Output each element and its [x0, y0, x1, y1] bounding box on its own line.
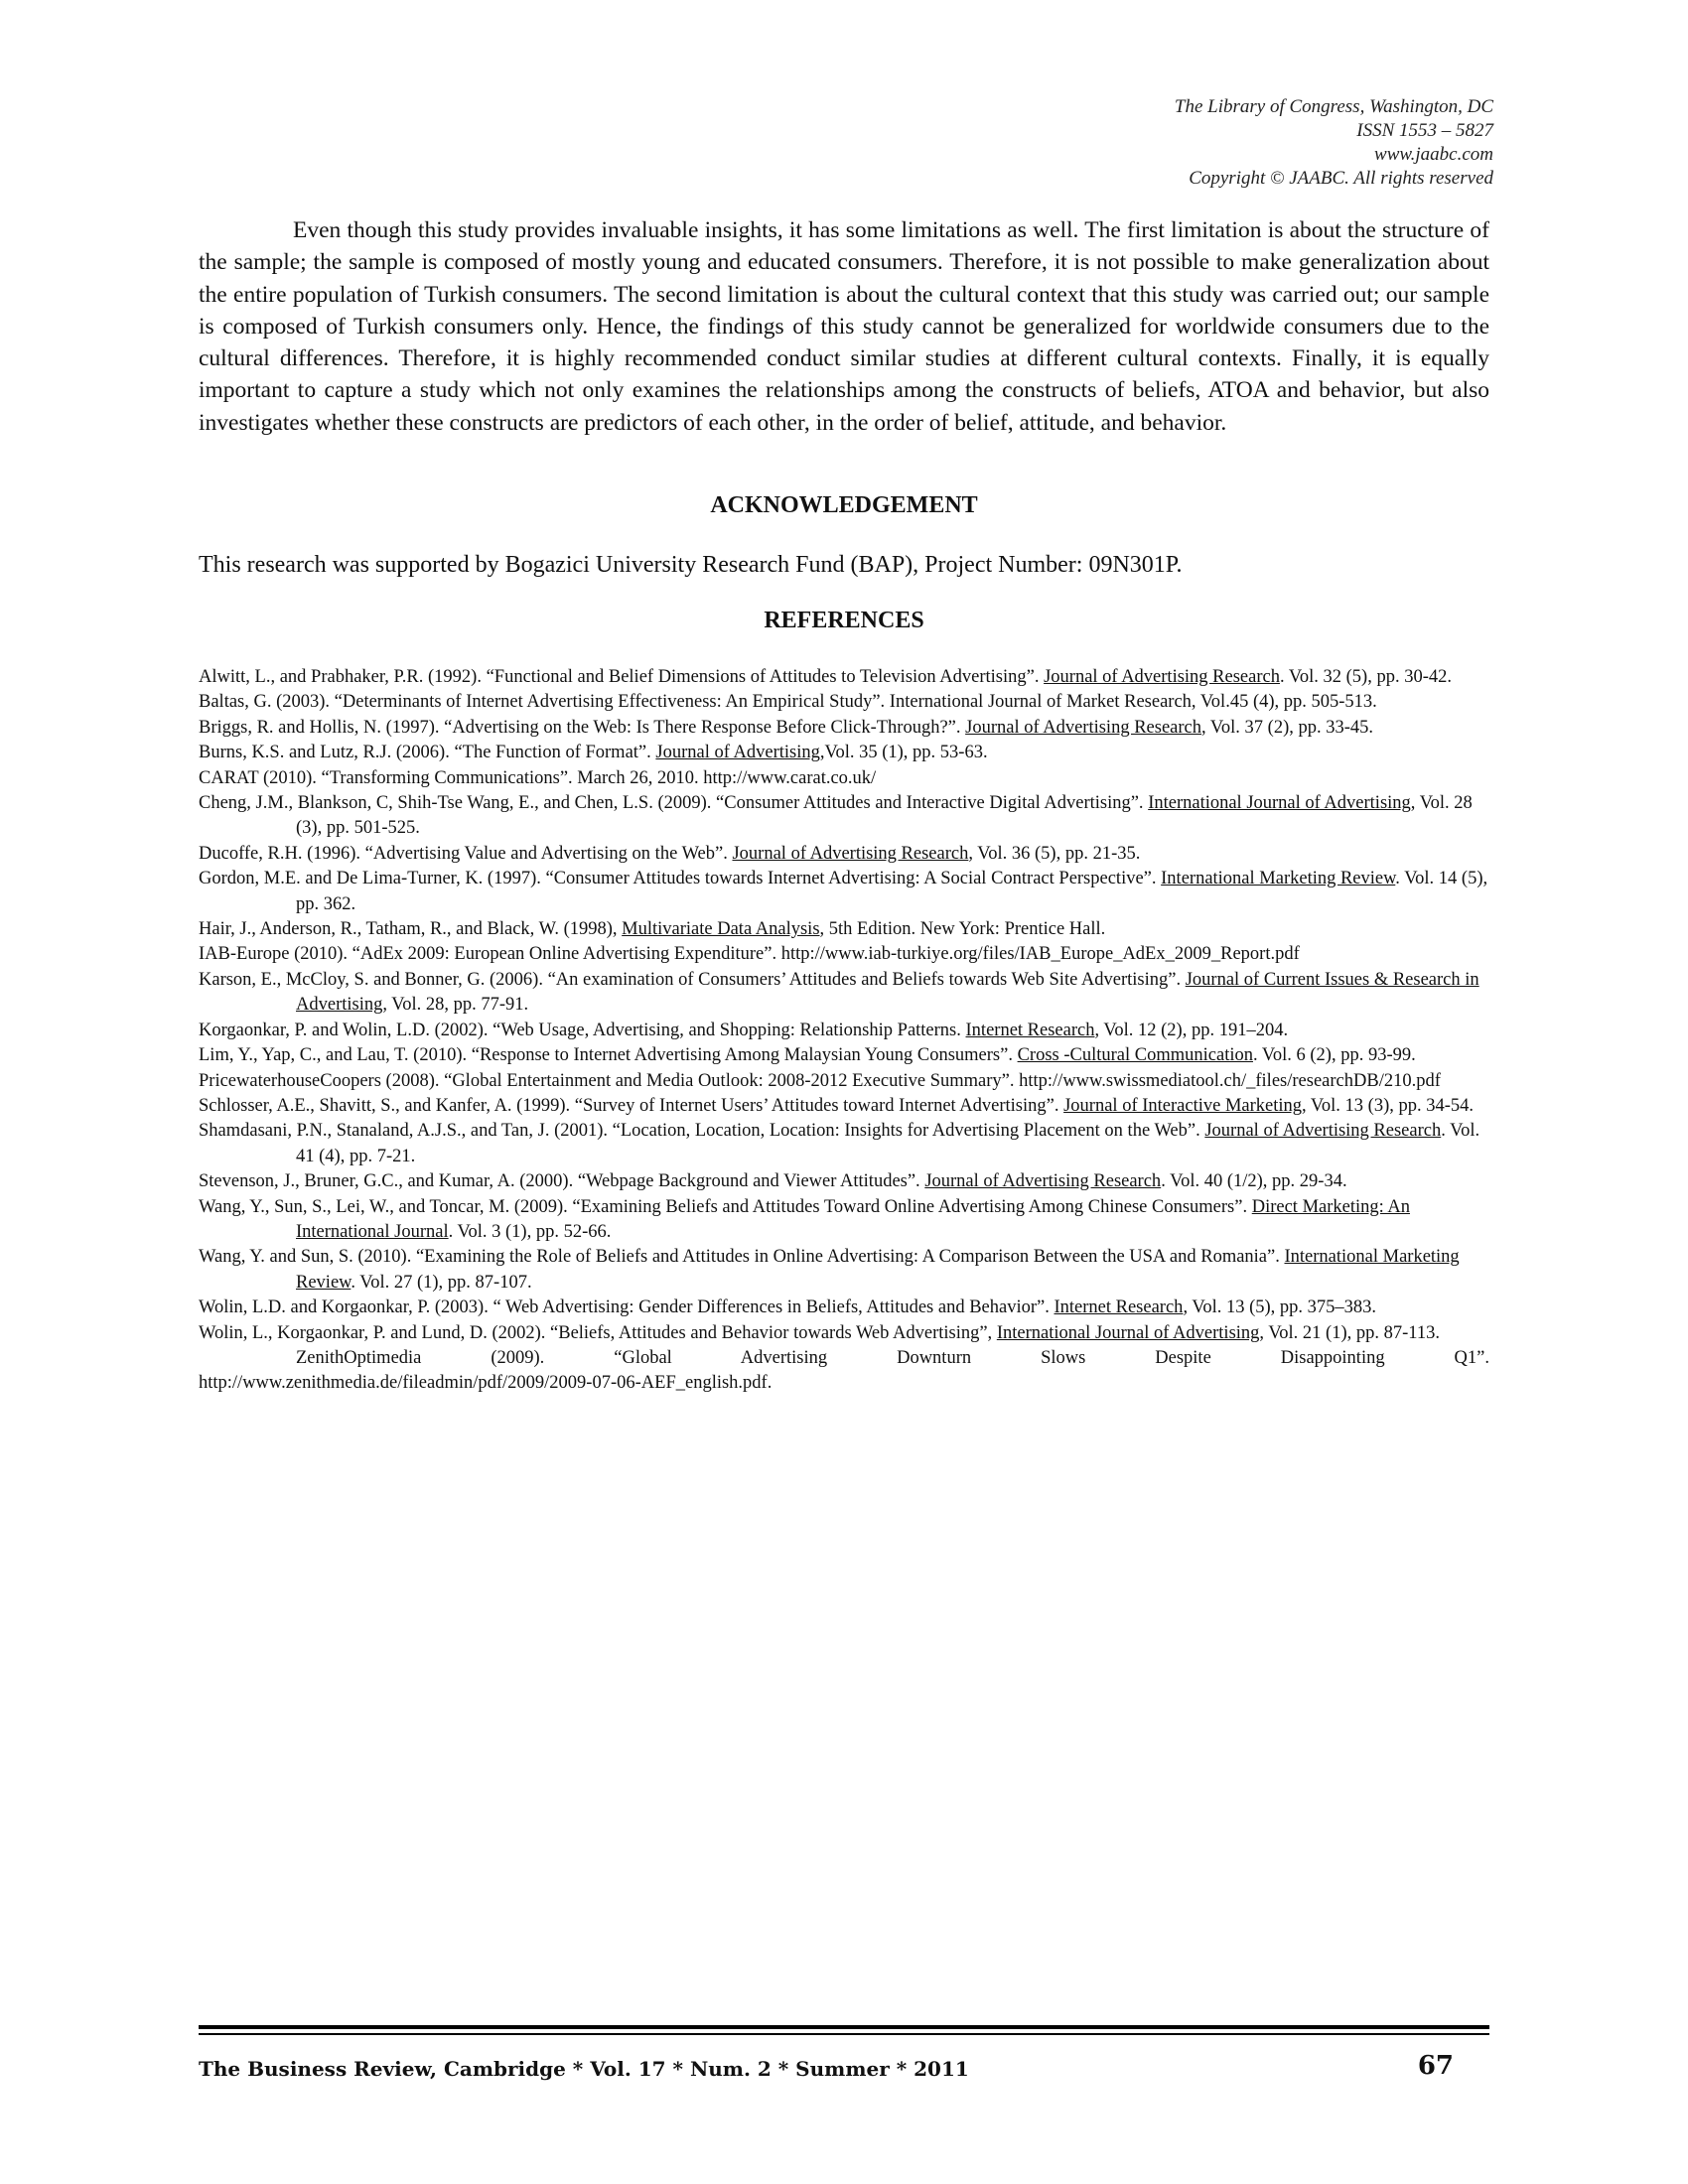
reference-text: Hair, J., Anderson, R., Tatham, R., and Black, W. (1998),: [199, 919, 623, 940]
reference-text: . Vol. 6 (2), pp. 93-99.: [1252, 1045, 1416, 1066]
reference-text: , Vol. 21 (1), pp. 87-113.: [1259, 1322, 1440, 1343]
reference-source-title: Internet Research: [965, 1020, 1095, 1040]
reference-text: . Vol. 3 (1), pp. 52-66.: [448, 1221, 612, 1242]
reference-text: , 5th Edition. New York: Prentice Hall.: [819, 919, 1106, 940]
reference-text: , Vol. 28, pp. 77-91.: [382, 995, 529, 1016]
reference-text: IAB-Europe (2010). “AdEx 2009: European Online Advertising Expenditure”. http://www.iab-turkiye.org/files/IAB_Europe_AdEx_2009_Report.pdf: [199, 944, 1300, 965]
acknowledgement-heading: ACKNOWLEDGEMENT: [710, 492, 978, 518]
reference-text: , Vol. 13 (3), pp. 34-54.: [1302, 1095, 1475, 1116]
reference-item: [199, 716, 1489, 741]
reference-source-title: Journal of Advertising Research: [732, 843, 969, 864]
reference-text: Gordon, M.E. and De Lima-Turner, K. (1997). “Consumer Attitudes towards Internet Advertising: A Social Contract Perspective”.: [199, 869, 1162, 889]
reference-text: Wolin, L., Korgaonkar, P. and Lund, D. (2002). “Beliefs, Attitudes and Behavior towards Web Advertising”,: [199, 1322, 997, 1343]
reference-text: Schlosser, A.E., Shavitt, S., and Kanfer, A. (1999). “Survey of Internet Users’ Attitudes toward Internet Advertising”.: [199, 1095, 1064, 1116]
reference-text: Ducoffe, R.H. (1996). “Advertising Value and Advertising on the Web”.: [199, 843, 733, 864]
reference-source-title: Journal of Advertising: [655, 743, 820, 763]
reference-source-title: Journal of Advertising Research: [965, 717, 1201, 738]
header-issn: ISSN 1553 – 5827: [1356, 120, 1493, 141]
reference-text: . Vol. 27 (1), pp. 87-107.: [351, 1272, 532, 1293]
reference-source-title: Internet Research: [1054, 1297, 1184, 1318]
reference-item: [199, 690, 1489, 715]
footer-journal-title: The Business Review, Cambridge * Vol. 17 * Num. 2 * Summer * 2011: [199, 2057, 969, 2081]
reference-item-zenith-url: http://www.zenithmedia.de/fileadmin/pdf/2009/2009-07-06-AEF_english.pdf.: [199, 1373, 773, 1394]
reference-item: [199, 1169, 1489, 1194]
reference-item: [199, 1069, 1489, 1094]
limitations-paragraph: Even though this study provides invaluable insights, it has some limitations as well. The first limitation is about the structure of the sample; the sample is composed of mostly young and educated consumers. Therefore, it is not possible to make generalization about the entire population of Turkish consumers. The second limitation is about the cultural context that this study was carried out; our sample is composed of Turkish consumers only. Hence, the findings of this study cannot be generalized for worldwide consumers due to the cultural differences. Therefore, it is highly recommended conduct similar studies at different cultural contexts. Finally, it is equally important to capture a study which not only examines the relationships among the constructs of beliefs, ATOA and behavior, but also investigates whether these constructs are predictors of each other, in the order of belief, attitude, and behavior.: [199, 217, 1489, 436]
reference-source-title: Multivariate Data Analysis: [622, 919, 820, 940]
reference-text: Briggs, R. and Hollis, N. (1997). “Advertising on the Web: Is There Response Before Click-Through?”.: [199, 717, 966, 738]
reference-item: [199, 1195, 1489, 1246]
reference-text: PricewaterhouseCoopers (2008). “Global Entertainment and Media Outlook: 2008-2012 Executive Summary”. http://www.swissmediatool.ch/_files/researchDB/210.pdf: [199, 1070, 1441, 1091]
reference-list: [199, 665, 1489, 1397]
header-copyright: Copyright © JAABC. All rights reserved: [1189, 168, 1493, 189]
reference-text: , Vol. 12 (2), pp. 191–204.: [1094, 1020, 1289, 1040]
page-number: 67: [1417, 2051, 1454, 2081]
running-header: [798, 95, 1493, 191]
reference-item: [199, 665, 1489, 690]
reference-text: Korgaonkar, P. and Wolin, L.D. (2002). “Web Usage, Advertising, and Shopping: Relationship Patterns.: [199, 1020, 966, 1040]
reference-item: [199, 791, 1489, 842]
reference-item: [199, 917, 1489, 942]
reference-source-title: Journal of Advertising Research: [1044, 667, 1280, 687]
footer-rule-thin: [199, 2033, 1489, 2035]
reference-text: Wolin, L.D. and Korgaonkar, P. (2003). “ Web Advertising: Gender Differences in Beliefs, Attitudes and Behavior”.: [199, 1297, 1055, 1318]
reference-text: Cheng, J.M., Blankson, C, Shih-Tse Wang, E., and Chen, L.S. (2009). “Consumer Attitudes and Interactive Digital Advertising”.: [199, 793, 1149, 814]
reference-text: , Vol. 36 (5), pp. 21-35.: [968, 843, 1141, 864]
reference-source-title: International Journal of Advertising: [1148, 793, 1411, 814]
reference-text: CARAT (2010). “Transforming Communications”. March 26, 2010. http://www.carat.co.uk/: [199, 767, 877, 788]
footer-rule-thick: [199, 2025, 1489, 2029]
reference-text: . Vol. 40 (1/2), pp. 29-34.: [1161, 1171, 1347, 1192]
reference-item-zenith-line1: ZenithOptimedia (2009). “Global Advertising Downturn Slows Despite Disappointing Q1”.: [296, 1347, 1489, 1368]
reference-item: [199, 1019, 1489, 1043]
reference-text: Baltas, G. (2003). “Determinants of Internet Advertising Effectiveness: An Empirical Study”. International Journal of Market Research, Vol.45 (4), pp. 505-513.: [199, 692, 1377, 713]
reference-text: . Vol. 14 (5), pp. 362.: [296, 869, 1488, 914]
header-website: www.jaabc.com: [1374, 144, 1493, 165]
references-heading: REFERENCES: [764, 608, 924, 633]
reference-item: [199, 1321, 1489, 1346]
reference-source-title: Cross -Cultural Communication: [1017, 1045, 1253, 1066]
reference-text: Alwitt, L., and Prabhaker, P.R. (1992). “Functional and Belief Dimensions of Attitudes to Television Advertising”.: [199, 667, 1045, 687]
reference-source-title: Direct Marketing: An International Journal: [296, 1196, 1410, 1242]
acknowledgement-text: This research was supported by Bogazici University Research Fund (BAP), Project Number: 09N301P.: [199, 552, 1183, 578]
reference-source-title: Journal of Interactive Marketing: [1063, 1095, 1303, 1116]
header-library: The Library of Congress, Washington, DC: [1174, 96, 1493, 117]
reference-text: Stevenson, J., Bruner, G.C., and Kumar, A. (2000). “Webpage Background and Viewer Attitudes”.: [199, 1171, 925, 1192]
reference-item: [199, 968, 1489, 1019]
reference-source-title: Journal of Current Issues & Research in Advertising: [296, 969, 1479, 1016]
reference-item: [199, 741, 1489, 765]
reference-item: [199, 766, 1489, 791]
reference-text: Lim, Y., Yap, C., and Lau, T. (2010). “Response to Internet Advertising Among Malaysian Young Consumers”.: [199, 1045, 1018, 1066]
reference-item: [199, 942, 1489, 967]
reference-source-title: Journal of Advertising Research: [924, 1171, 1162, 1192]
reference-item: [199, 1043, 1489, 1068]
reference-text: Wang, Y. and Sun, S. (2010). “Examining the Role of Beliefs and Attitudes in Online Advertising: A Comparison Between the USA and Romania”.: [199, 1247, 1285, 1268]
reference-item: [199, 1296, 1489, 1320]
reference-item: [199, 1245, 1489, 1296]
reference-text: , Vol. 13 (5), pp. 375–383.: [1183, 1297, 1377, 1318]
reference-source-title: International Marketing Review: [296, 1247, 1460, 1293]
reference-item: [199, 1119, 1489, 1169]
reference-text: . Vol. 32 (5), pp. 30-42.: [1279, 667, 1452, 687]
reference-source-title: International Marketing Review: [1161, 869, 1396, 889]
reference-text: , Vol. 28 (3), pp. 501-525.: [296, 793, 1473, 839]
reference-text: , Vol. 37 (2), pp. 33-45.: [1201, 717, 1374, 738]
reference-item: [199, 867, 1489, 917]
reference-source-title: International Journal of Advertising: [996, 1322, 1260, 1343]
reference-text: ,Vol. 35 (1), pp. 53-63.: [819, 743, 988, 763]
reference-item: [199, 1094, 1489, 1119]
reference-item: [199, 842, 1489, 867]
reference-source-title: Journal of Advertising Research: [1204, 1121, 1442, 1142]
reference-text: Burns, K.S. and Lutz, R.J. (2006). “The Function of Format”.: [199, 743, 656, 763]
reference-text: Wang, Y., Sun, S., Lei, W., and Toncar, M. (2009). “Examining Beliefs and Attitudes Toward Online Advertising Among Chinese Consumers”.: [199, 1196, 1252, 1217]
reference-text: Shamdasani, P.N., Stanaland, A.J.S., and Tan, J. (2001). “Location, Location, Location: Insights for Advertising Placement on the Web”.: [199, 1121, 1205, 1142]
reference-text: Karson, E., McCloy, S. and Bonner, G. (2006). “An examination of Consumers’ Attitudes and Beliefs towards Web Site Advertising”.: [199, 969, 1186, 990]
reference-text: . Vol. 41 (4), pp. 7-21.: [296, 1121, 1480, 1166]
